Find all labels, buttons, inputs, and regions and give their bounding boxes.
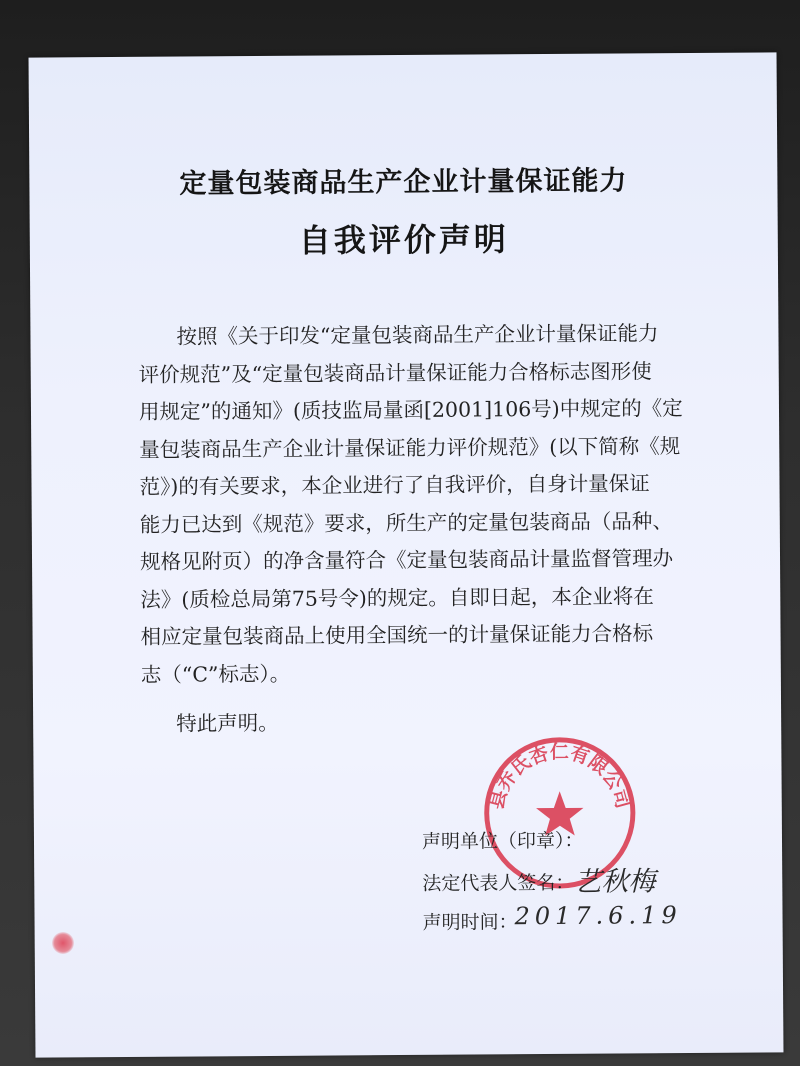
body-line: 法》(质检总局第75号令)的规定。自即日起，本企业将在 [140,583,654,612]
closing-statement: 特此声明。 [176,710,279,736]
declaration-date-label: 声明时间： [422,911,518,934]
body-line: 志（“C”标志）。 [140,661,291,687]
body-line: 量包装商品生产企业计量保证能力评价规范》(以下简称《规 [139,433,681,462]
declaration-date-value: 2017.6.19 [514,901,682,931]
legal-rep-label: 法定代表人签名： [422,871,575,895]
body-line: 能力已达到《规范》要求，所生产的定量包装商品（品种、 [139,508,673,537]
seal-text: 县乔氏杏仁有限公司 [486,742,633,812]
declaration-body [138,315,689,694]
document-page [29,52,784,1057]
issuing-unit-label: 声明单位（印章）： [421,829,584,853]
body-line: 用规定”的通知》(质技监局量函[2001]106号)中规定的《定 [138,396,683,424]
document-title-line2: 自我评价声明 [298,220,509,260]
legal-rep-signature: 艺秋梅 [574,866,656,898]
body-line: 范》)的有关要求，本企业进行了自我评价，自身计量保证 [139,471,650,499]
body-line: 规格见附页）的净含量符合《定量包装商品计量监督管理办 [139,546,674,574]
body-line: 评价规范”及“定量包装商品计量保证能力合格标志图形使 [138,358,652,387]
document-title-line1: 定量包装商品生产企业计量保证能力 [179,165,628,200]
ink-smudge [52,932,74,954]
body-line: 按照《关于印发“定量包装商品生产企业计量保证能力 [176,321,659,349]
body-line: 相应定量包装商品上使用全国统一的计量保证能力合格标 [140,621,654,649]
